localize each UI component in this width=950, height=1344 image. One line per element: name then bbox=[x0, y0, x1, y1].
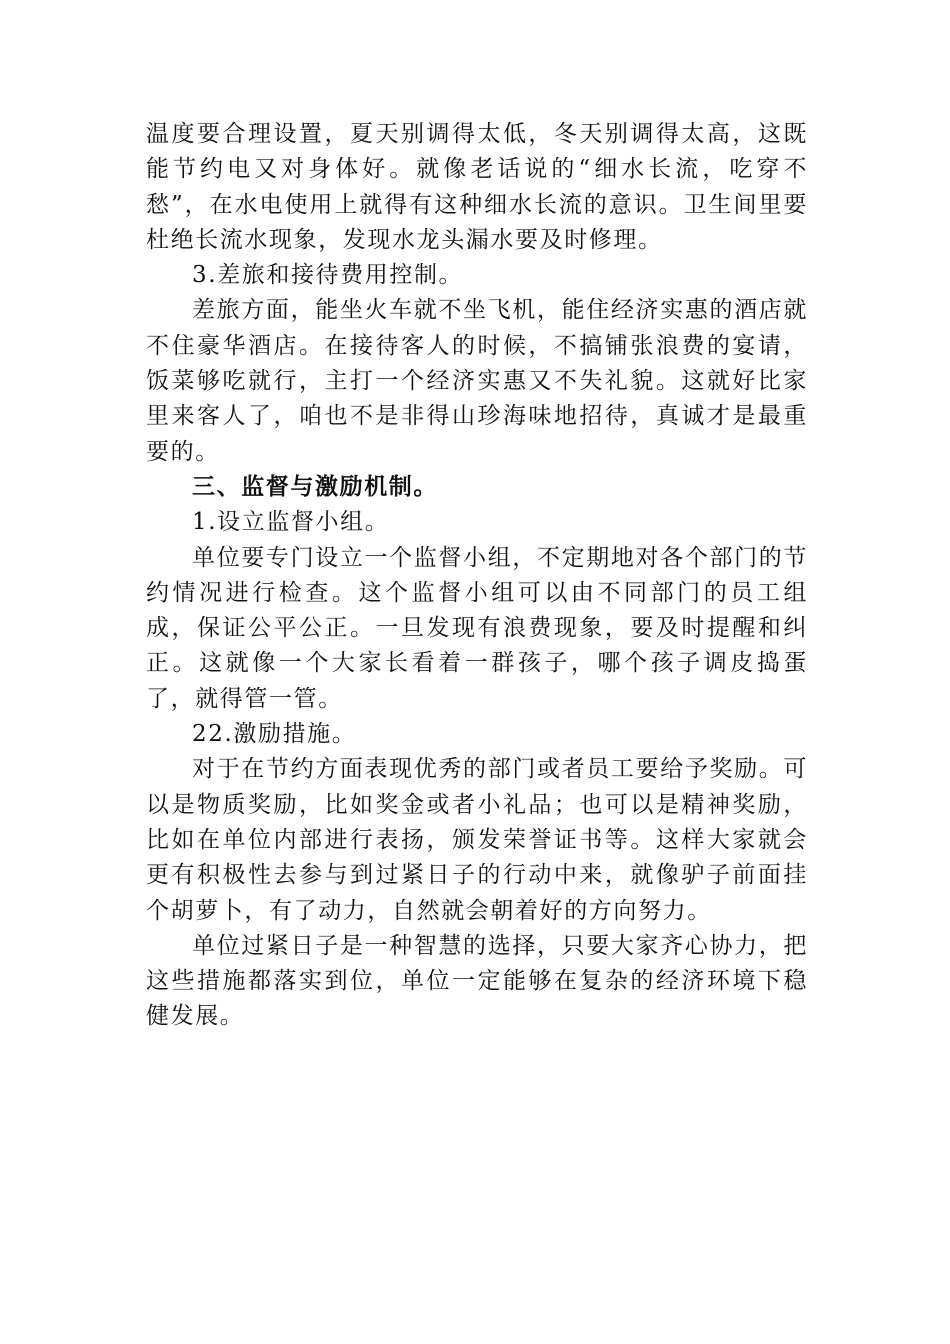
paragraph-utilities-continued: 温度要合理设置，夏天别调得太低，冬天别调得太高，这既能节约电又对身体好。就像老话说的“细水长流，吃穿不愁”，在水电使用上就得有这种细水长流的意识。卫生间里要杜绝长流水现象，发现水龙头漏水要及时修理。 bbox=[146, 121, 808, 253]
paragraph-travel-reception: 差旅方面，能坐火车就不坐飞机，能住经济实惠的酒店就不住豪华酒店。在接待客人的时候，不搞铺张浪费的宴请，饭菜够吃就行，主打一个经济实惠又不失礼貌。这就好比家里来客人了，咱也不是非得山珍海味地招待，真诚才是最重要的。 bbox=[146, 297, 808, 465]
section-heading-supervision-incentive: 三、监督与激励机制。 bbox=[192, 473, 438, 500]
subheading-travel-reception: 3.差旅和接待费用控制。 bbox=[192, 262, 464, 289]
document-page bbox=[146, 117, 808, 1035]
paragraph-conclusion: 单位过紧日子是一种智慧的选择，只要大家齐心协力，把这些措施都落实到位，单位一定能够在复杂的经济环境下稳健发展。 bbox=[146, 932, 808, 1030]
paragraph-supervision-group: 单位要专门设立一个监督小组，不定期地对各个部门的节约情况进行检查。这个监督小组可以由不同部门的员工组成，保证公平公正。一旦发现有浪费现象，要及时提醒和纠正。这就像一个大家长看着一群孩子，哪个孩子调皮捣蛋了，就得管一管。 bbox=[146, 544, 808, 712]
subheading-supervision-group: 1.设立监督小组。 bbox=[192, 509, 390, 536]
subheading-incentives: 22.激励措施。 bbox=[192, 721, 357, 748]
paragraph-incentives: 对于在节约方面表现优秀的部门或者员工要给予奖励。可以是物质奖励，比如奖金或者小礼品；也可以是精神奖励，比如在单位内部进行表扬，颁发荣誉证书等。这样大家就会更有积极性去参与到过紧日子的行动中来，就像驴子前面挂个胡萝卜，有了动力，自然就会朝着好的方向努力。 bbox=[146, 756, 808, 924]
